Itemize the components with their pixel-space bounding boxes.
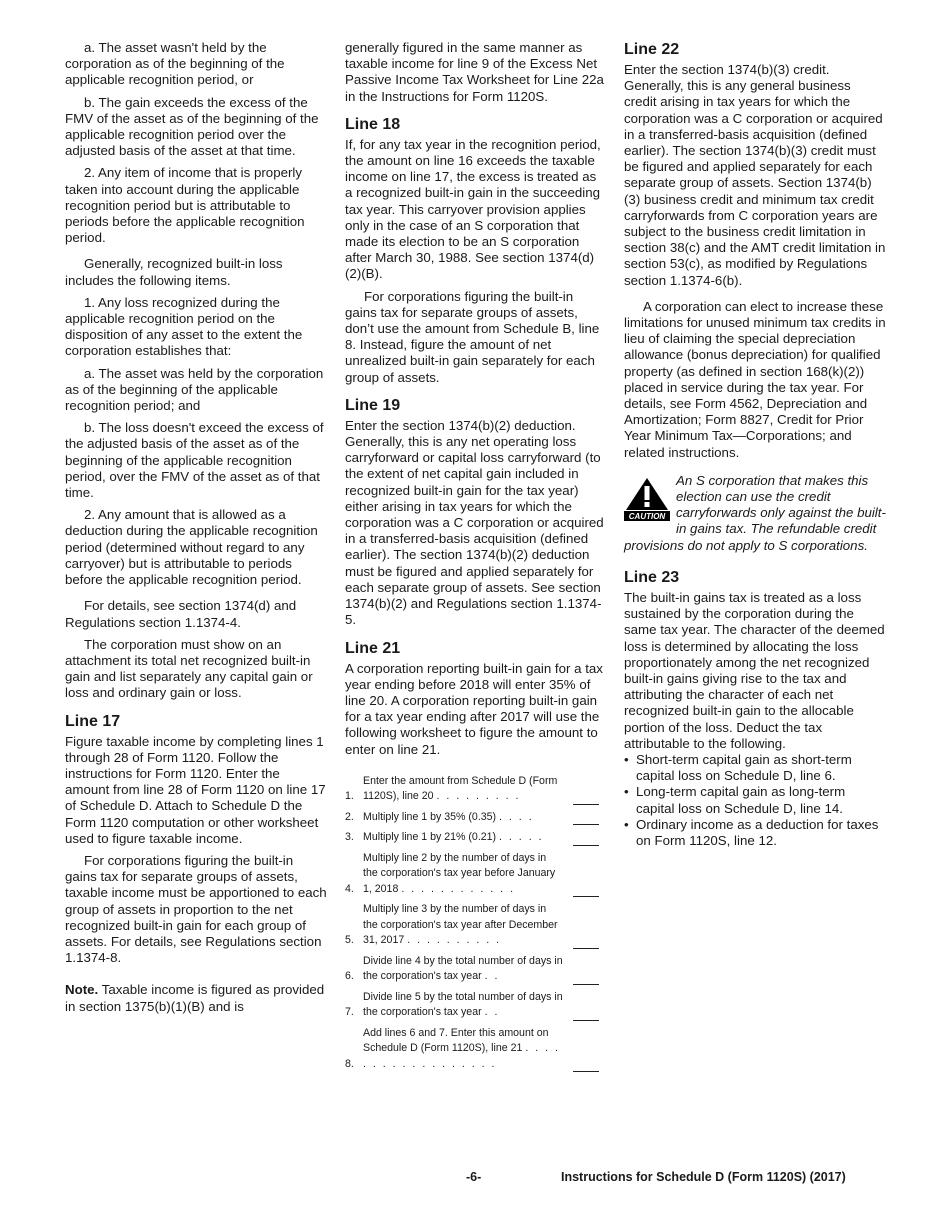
paragraph: A corporation can elect to increase these limitations for unused minimum tax credits in lieu of claiming the special depreciation allowance (bonus depreciation) for qualified property (as defined in section 168(k)(2)) placed in service during the tax year. For details, see Form 4562, Depreciation and Amortization; Form 8827, Credit for Prior Year Minimum Tax—Corporations; and related instructions. [624, 298, 886, 460]
paragraph: 1. Any loss recognized during the applicable recognition period on the disposition of any asset to the extent the corporation establishes that: [65, 294, 303, 359]
caution-label: CAUTION [628, 511, 666, 521]
worksheet-row [345, 990, 607, 1021]
caution-text: An S corporation that makes this election can use the credit carryforwards only against the built-in gains tax. The refundable credit provisions do not apply to S corporations. [624, 472, 886, 553]
section-heading-line-21: Line 21 [345, 639, 401, 657]
paragraph: a. The asset wasn't held by the corporation as of the beginning of the applicable recognition period, or [65, 40, 285, 88]
note-text: Taxable income is figured as provided in section 1375(b)(1)(B) and is [65, 982, 325, 1014]
column-2 [345, 40, 607, 1077]
worksheet-entry-blank[interactable] [573, 1008, 599, 1021]
paragraph: b. The gain exceeds the excess of the FMV of the asset as of the beginning of the applicable recognition period over the adjusted basis of the asset at that time. [65, 94, 319, 159]
worksheet-line-number: 2. [345, 810, 354, 823]
worksheet-entry-blank[interactable] [573, 936, 599, 949]
note-paragraph [65, 982, 327, 1014]
worksheet-line-text: Enter the amount from Schedule D (Form 1120S), line 20 . . . . . . . . . [363, 774, 558, 803]
worksheet-row [345, 810, 607, 826]
worksheet-row [345, 774, 607, 805]
paragraph: If, for any tax year in the recognition period, the amount on line 16 exceeds the taxable income on line 17, the excess is treated as a recognized built-in gain in the succeeding tax year. This carryover provision applies only in the case of an S corporation that made its election to be an S corporation after March 30, 1988. See section 1374(d)(2)(B). [345, 136, 601, 282]
bullet-icon: • [624, 751, 629, 767]
paragraph: b. The loss doesn't exceed the excess of the adjusted basis of the asset as of the beginning of the applicable recognition period, over the FMV of the asset as of that time. [65, 420, 324, 501]
worksheet-line-number: 3. [345, 831, 354, 844]
worksheet-entry-blank[interactable] [573, 884, 599, 897]
worksheet-line-number: 4. [345, 882, 354, 895]
worksheet-entry-blank[interactable] [573, 972, 599, 985]
paragraph: a. The asset was held by the corporation as of the beginning of the applicable recognition period; and [65, 365, 324, 414]
worksheet-line-number: 5. [345, 934, 354, 947]
paragraph: For corporations figuring the built-in gains tax for separate groups of assets, don’t use the amount from Schedule B, line 8. Instead, figure the amount of net unrealized built-in gain separately for each group of assets. [345, 288, 600, 385]
list-item: • Ordinary income as a deduction for taxes on Form 1120S, line 12. [624, 816, 879, 848]
worksheet-entry-blank[interactable] [573, 812, 599, 825]
paragraph: Figure taxable income by completing lines 1 through 28 of Form 1120. Follow the instructions for Form 1120. Enter the amount from line 28 of Form 1120 on line 17 of Schedule D. Attach to Schedule D the Form 1120 computation or other worksheet used to figure taxable income. [65, 733, 326, 846]
paragraph: Enter the section 1374(b)(2) deduction. Generally, this is any net operating loss carryforward or capital loss carryforward (to the extent of net capital gain included in recognized built-in gain for the tax year) either arising in tax years for which the corporation was a C corporation or acquired in a transferred-basis acquisition (defined earlier). The section 1374(b)(2) deduction must be figured and applied separately for each separate group of assets. See section 1374(b)(2) and Regulations section 1.1374-5. [345, 417, 604, 628]
caution-box [624, 473, 886, 554]
paragraph: 2. Any amount that is allowed as a deduction during the applicable recognition period (determined without regard to any carryover) but is attributable to periods before the applicable recognition period. [65, 507, 318, 588]
caution-icon [624, 477, 670, 521]
document-title-footer: Instructions for Schedule D (Form 1120S) (2017) [561, 1170, 846, 1184]
line-21-worksheet [345, 774, 607, 1073]
bullet-icon: • [624, 816, 629, 832]
paragraph: Enter the section 1374(b)(3) credit. Generally, this is any general business credit arising in tax years for which the corporation was a C corporation or acquired in a transferred-basis acquisition (defined earlier). The section 1374(b)(3) credit must be figured and applied separately for each separate group of assets. Section 1374(b)(3) business credit and minimum tax credit carryforwards from C corporation years are subject to the business credit limitation in section 38(c) and the AMT credit limitation in section 53(c), as modified by Regulations section 1.1374-6(b). [624, 62, 886, 288]
worksheet-line-text: Add lines 6 and 7. Enter this amount on Schedule D (Form 1120S), line 21 . . . . . . . . . . . . . . . . . . [363, 1026, 560, 1070]
worksheet-row [345, 830, 607, 846]
column-1 [65, 40, 327, 1021]
section-heading-line-18: Line 18 [345, 115, 401, 133]
worksheet-line-number: 1. [345, 790, 354, 803]
paragraph: For corporations figuring the built-in gains tax for separate groups of assets, taxable income must be apportioned to each group of assets in proportion to the net recognized built-in gain for each group of assets. For details, see Regulations section 1.1374-8. [65, 852, 327, 966]
worksheet-entry-blank[interactable] [573, 792, 599, 805]
worksheet-line-text: Multiply line 3 by the number of days in the corporation's tax year after December 31, 2017 . . . . . . . . . . [363, 903, 558, 947]
worksheet-line-text: Multiply line 1 by 35% (0.35) . . . . [363, 810, 534, 823]
worksheet-row [345, 902, 607, 949]
paragraph: A corporation reporting built-in gain for a tax year ending before 2018 will enter 35% of line 20. A corporation reporting built-in gain for a tax year ending after 2017 will use the following worksheet to figure the amount to enter on line 21. [345, 660, 603, 757]
section-heading-line-22: Line 22 [624, 41, 680, 58]
section-heading-line-19: Line 19 [345, 396, 401, 414]
column-3 [624, 40, 886, 849]
worksheet-row [345, 954, 607, 985]
worksheet-line-text: Divide line 5 by the total number of days in the corporation's tax year . . [363, 990, 563, 1019]
worksheet-line-text: Divide line 4 by the total number of days in the corporation's tax year . . [363, 954, 563, 983]
worksheet-entry-blank[interactable] [573, 1059, 599, 1072]
section-heading-line-23: Line 23 [624, 568, 680, 586]
worksheet-line-text: Multiply line 2 by the number of days in the corporation's tax year before January 1, 2018 . . . . . . . . . . . . [363, 851, 556, 895]
paragraph: Generally, recognized built-in loss includes the following items. [65, 256, 283, 288]
worksheet-line-number: 7. [345, 1006, 354, 1019]
paragraph: 2. Any item of income that is properly taken into account during the applicable recognition period but is attributable to periods before the applicable recognition period. [65, 165, 305, 246]
list-item: • Short-term capital gain as short-term capital loss on Schedule D, line 6. [624, 751, 852, 784]
worksheet-row [345, 851, 607, 898]
bullet-icon: • [624, 784, 629, 800]
paragraph: The built-in gains tax is treated as a loss sustained by the corporation during the same tax year. The character of the deemed loss is determined by allocating the loss proportionately among the net recognized built-in gains giving rise to the tax and attributing the character of each net recognized built-in gain to the allocable portion of the loss. Deduct the tax attributable to the following. [624, 589, 885, 751]
worksheet-row [345, 1026, 607, 1073]
note-label: Note. [65, 982, 99, 998]
page-number: -6- [466, 1170, 482, 1184]
paragraph: generally figured in the same manner as taxable income for line 9 of the Excess Net Passive Income Tax Worksheet for Line 22a in the Instructions for Form 1120S. [345, 40, 604, 104]
list-item: • Long-term capital gain as long-term capital loss on Schedule D, line 14. [624, 784, 846, 816]
worksheet-line-number: 6. [345, 970, 354, 983]
section-heading-line-17: Line 17 [65, 712, 121, 730]
paragraph: For details, see section 1374(d) and Regulations section 1.1374-4. [65, 598, 297, 630]
paragraph: The corporation must show on an attachment its total net recognized built-in gain and list separately any capital gain or loss and ordinary gain or loss. [65, 636, 313, 701]
worksheet-line-number: 8. [345, 1057, 354, 1070]
worksheet-entry-blank[interactable] [573, 833, 599, 846]
worksheet-line-text: Multiply line 1 by 21% (0.21) . . . . . [363, 831, 544, 844]
